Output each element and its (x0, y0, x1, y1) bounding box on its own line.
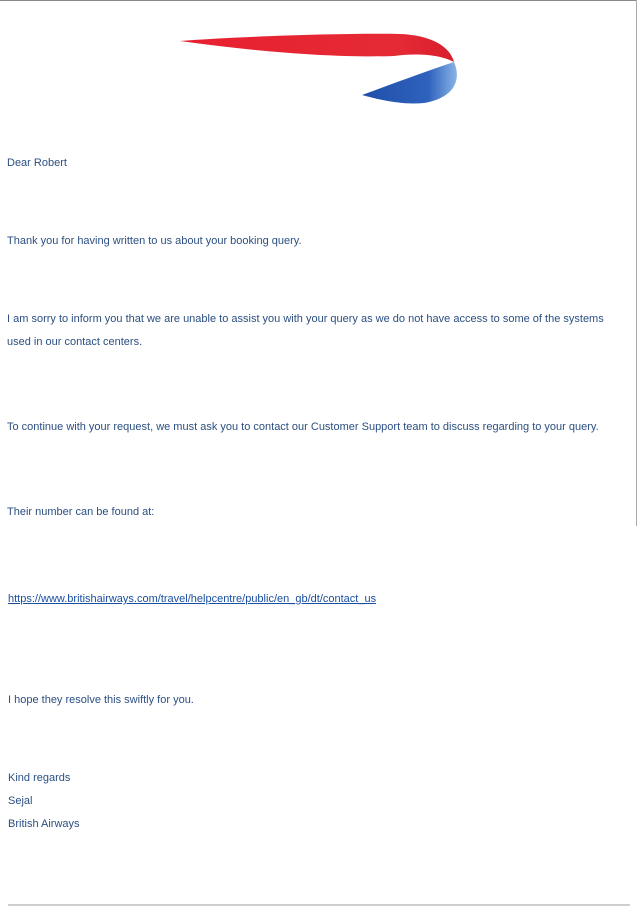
paragraph-unable-to-assist: I am sorry to inform you that we are unable to assist you with your query as we do not have access to some of the systems used in our contact centers. (7, 313, 604, 348)
signer-name: Sejal (8, 795, 33, 807)
paragraph-number-location: Their number can be found at: (7, 506, 155, 518)
logo-red-swoosh (180, 34, 454, 62)
greeting: Dear Robert (7, 157, 67, 169)
company-name: British Airways (8, 818, 80, 830)
paragraph-thanks: Thank you for having written to us about your booking query. (7, 235, 302, 247)
contact-us-link[interactable]: https://www.britishairways.com/travel/helpcentre/public/en_gb/dt/contact_us (8, 593, 377, 605)
bottom-divider (8, 904, 630, 906)
signoff: Kind regards (8, 772, 71, 784)
paragraph-contact-support: To continue with your request, we must ask you to contact our Customer Support team to discuss regarding to your query. (7, 421, 599, 433)
top-border (0, 0, 636, 1)
right-border (636, 0, 637, 526)
speedmarque-ribbon-icon (178, 32, 462, 106)
logo-blue-swoosh (362, 62, 457, 104)
paragraph-resolve: I hope they resolve this swiftly for you. (8, 694, 194, 706)
